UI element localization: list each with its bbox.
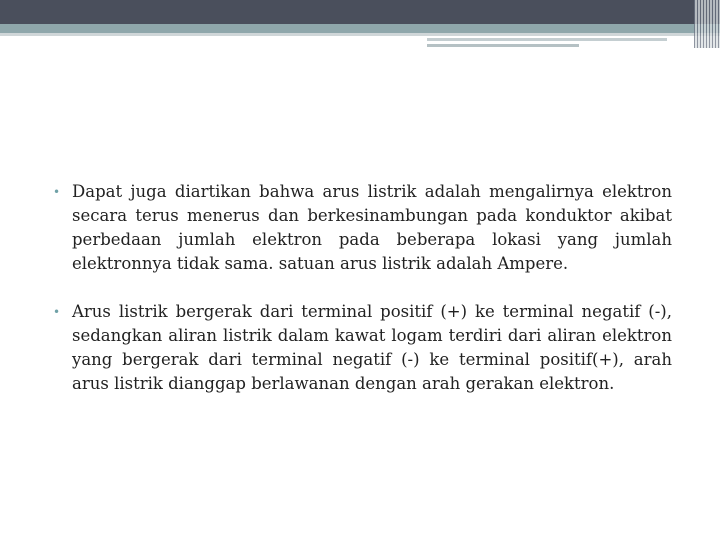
bullet-item-2	[52, 300, 672, 396]
bullet-list	[52, 180, 672, 420]
bullet-text: Dapat juga diartikan bahwa arus listrik adalah mengalirnya elektron secara terus menerus dan berkesinambungan pada konduktor akibat perbedaan jumlah elektron pada beberapa lokasi yang jumlah elektronnya tidak sama. satuan arus listrik adalah Ampere.	[72, 182, 672, 273]
header-teal-band	[0, 24, 720, 33]
header-stripe-decoration	[694, 0, 720, 48]
header-divider	[0, 33, 720, 36]
bullet-marker: •	[53, 305, 61, 319]
bullet-text: Arus listrik bergerak dari terminal positif (+) ke terminal negatif (-), sedangkan aliran listrik dalam kawat logam terdiri dari aliran elektron yang bergerak dari terminal negatif (-) ke terminal positif(+), arah arus listrik dianggap berlawanan dengan arah gerakan elektron.	[72, 302, 672, 393]
bullet-marker: •	[53, 185, 61, 199]
header-accent-line	[427, 38, 667, 41]
bullet-item-1	[52, 180, 672, 276]
header-accent-line-short	[427, 44, 579, 47]
header-dark-band	[0, 0, 720, 24]
